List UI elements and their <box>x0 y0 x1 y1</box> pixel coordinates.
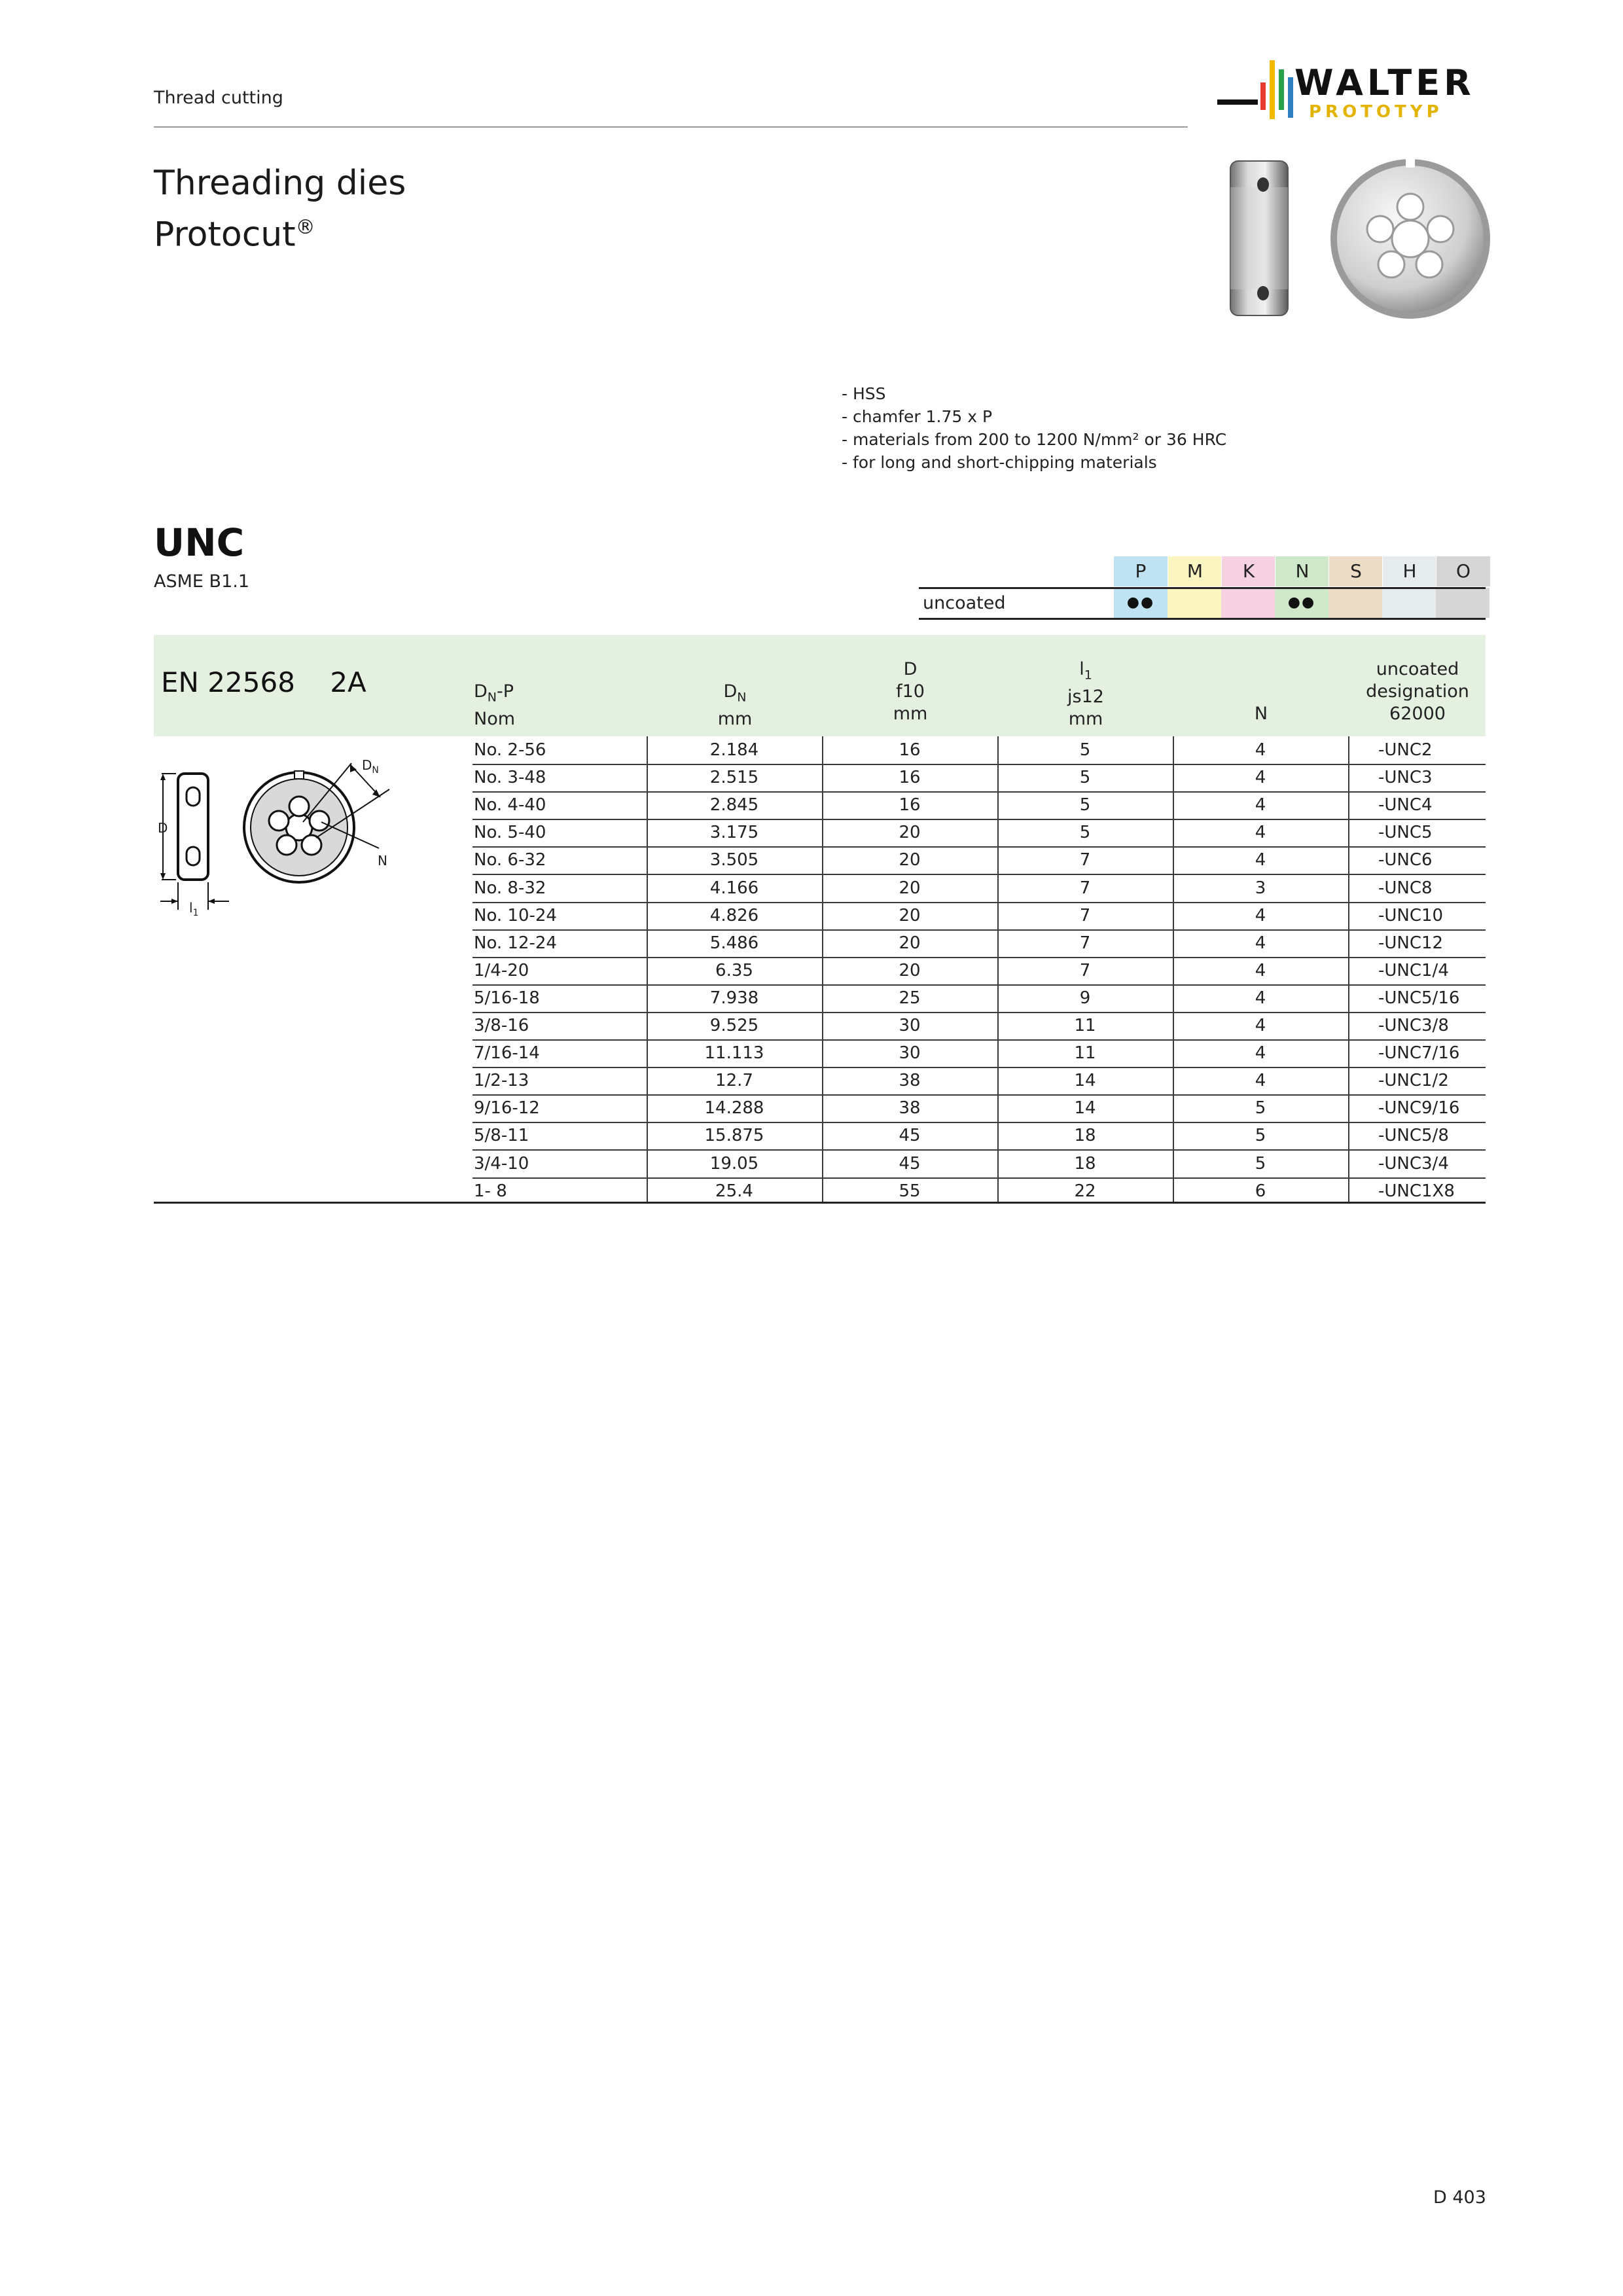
col-header-d-tolerance: f10 <box>896 681 925 702</box>
cell-l1: 11 <box>1074 1016 1096 1035</box>
die-dimension-diagram <box>154 746 402 916</box>
cell-n: 4 <box>1255 850 1266 870</box>
material-group-p: P <box>1114 556 1168 586</box>
suitability-mark <box>1329 588 1382 618</box>
table-row <box>473 1122 1486 1151</box>
cell-dn: 5.486 <box>709 933 759 953</box>
table-bottom-rule <box>154 1202 1486 1204</box>
cell-designation: -UNC10 <box>1378 905 1444 925</box>
cell-dn: 7.938 <box>709 988 759 1008</box>
col-header-designation-line2: designation <box>1366 681 1469 702</box>
thread-norm: ASME B1.1 <box>154 571 250 592</box>
cell-designation: -UNC5 <box>1378 823 1433 843</box>
cell-d: 38 <box>899 1098 921 1119</box>
cell-dn: 2.515 <box>709 768 759 788</box>
material-group-k: K <box>1221 556 1275 586</box>
cell-l1: 18 <box>1074 1153 1096 1174</box>
diagram-label-n: N <box>378 853 387 869</box>
logo-bar-yellow <box>1270 60 1275 119</box>
cell-n: 4 <box>1255 795 1266 816</box>
col-header-d-unit: mm <box>893 704 928 724</box>
logo-dash <box>1217 99 1258 105</box>
suitability-mark: ●● <box>1114 588 1168 618</box>
col-header-dn-symbol: D <box>723 681 738 702</box>
cell-n: 4 <box>1255 933 1266 953</box>
cell-l1: 7 <box>1079 878 1091 898</box>
diagram-label-dn: D <box>362 757 372 773</box>
cell-designation: -UNC2 <box>1378 740 1433 760</box>
cell-designation: -UNC8 <box>1378 878 1433 898</box>
cell-d: 20 <box>899 933 921 953</box>
standard-tolerance-label: EN 22568 2A <box>161 666 366 698</box>
cell-d: 45 <box>899 1126 921 1146</box>
cell-l1: 14 <box>1074 1071 1096 1091</box>
col-header-n-label: N <box>1254 704 1268 724</box>
cell-dn: 9.525 <box>709 1016 759 1035</box>
cell-n: 4 <box>1255 1043 1266 1064</box>
col-header-l1-unit: mm <box>1068 709 1103 730</box>
col-header-size-unit: Nom <box>474 709 516 730</box>
cell-designation: -UNC1/4 <box>1378 960 1449 980</box>
cell-l1: 5 <box>1079 795 1091 816</box>
logo-bar-green <box>1279 69 1284 110</box>
cell-size: 5/8-11 <box>474 1126 529 1146</box>
suitability-mark: ●● <box>1275 588 1329 618</box>
die-side-photo <box>1229 160 1289 317</box>
table-row <box>473 1177 1486 1205</box>
cell-l1: 5 <box>1079 740 1091 760</box>
svg-text:l1 <box>189 900 198 916</box>
cell-l1: 22 <box>1074 1181 1096 1201</box>
material-group-s: S <box>1329 556 1383 586</box>
cell-n: 5 <box>1255 1153 1266 1174</box>
cell-n: 4 <box>1255 960 1266 980</box>
cell-d: 16 <box>899 795 921 816</box>
col-header-designation <box>1349 658 1486 725</box>
column-divider <box>822 736 823 1204</box>
cell-dn: 12.7 <box>715 1071 753 1091</box>
cell-d: 30 <box>899 1016 921 1035</box>
table-row <box>473 736 1486 765</box>
feature-item: - HSS <box>842 384 886 403</box>
cell-size: No. 2-56 <box>474 740 546 760</box>
cell-n: 4 <box>1255 1071 1266 1091</box>
cell-dn: 3.505 <box>709 850 759 870</box>
header-divider <box>154 126 1188 128</box>
cell-size: No. 4-40 <box>474 795 546 816</box>
cell-n: 4 <box>1255 740 1266 760</box>
table-row <box>473 819 1486 848</box>
cell-size: No. 10-24 <box>474 905 557 925</box>
cell-d: 38 <box>899 1071 921 1091</box>
walter-prototyp-logo <box>1217 60 1492 132</box>
material-group-o: O <box>1436 556 1490 586</box>
cell-l1: 11 <box>1074 1043 1096 1064</box>
cell-dn: 15.875 <box>704 1126 764 1146</box>
column-divider <box>647 736 648 1204</box>
cell-size: No. 8-32 <box>474 878 546 898</box>
cell-designation: -UNC12 <box>1378 933 1444 953</box>
table-row <box>473 1039 1486 1068</box>
cell-dn: 4.166 <box>709 878 759 898</box>
feature-item: - chamfer 1.75 x P <box>842 407 993 426</box>
material-group-m: M <box>1168 556 1222 586</box>
material-row-label: uncoated <box>923 593 1006 613</box>
cell-dn: 19.05 <box>709 1153 759 1174</box>
cell-d: 45 <box>899 1153 921 1174</box>
registered-mark: ® <box>295 216 315 239</box>
diagram-label-l1-subscript: 1 <box>192 908 199 916</box>
material-table-rule <box>919 618 1486 620</box>
table-row <box>473 1012 1486 1041</box>
cell-d: 25 <box>899 988 921 1008</box>
table-row <box>473 902 1486 931</box>
cell-size: No. 12-24 <box>474 933 557 953</box>
cell-designation: -UNC6 <box>1378 850 1433 870</box>
cell-n: 5 <box>1255 1098 1266 1119</box>
diagram-label-dn-subscript: N <box>372 765 379 776</box>
material-group-n: N <box>1275 556 1329 586</box>
table-row <box>473 1094 1486 1123</box>
cell-l1: 9 <box>1079 988 1091 1008</box>
col-header-size-subscript: N <box>487 690 497 705</box>
suitability-mark <box>1168 588 1221 618</box>
thread-standard: UNC <box>154 520 245 565</box>
cell-designation: -UNC9/16 <box>1378 1098 1460 1119</box>
feature-item: - for long and short-chipping materials <box>842 453 1157 472</box>
table-row <box>473 874 1486 903</box>
cell-d: 20 <box>899 960 921 980</box>
diagram-label-l1: l <box>189 900 193 916</box>
cell-l1: 7 <box>1079 960 1091 980</box>
die-front-photo <box>1329 157 1492 321</box>
cell-dn: 11.113 <box>704 1043 764 1064</box>
logo-bar-blue <box>1288 77 1293 118</box>
cell-d: 30 <box>899 1043 921 1064</box>
product-title-line1: Threading dies <box>154 164 406 203</box>
col-header-size-suffix: -P <box>497 681 514 702</box>
feature-list <box>842 382 1226 474</box>
cell-n: 4 <box>1255 823 1266 843</box>
cell-d: 20 <box>899 905 921 925</box>
material-group-h: H <box>1382 556 1436 586</box>
cell-d: 16 <box>899 740 921 760</box>
product-title <box>154 161 406 257</box>
cell-size: 7/16-14 <box>474 1043 540 1064</box>
cell-l1: 5 <box>1079 823 1091 843</box>
col-header-l1-subscript: 1 <box>1084 668 1092 683</box>
cell-dn: 6.35 <box>715 960 753 980</box>
column-divider <box>997 736 999 1204</box>
cell-d: 20 <box>899 823 921 843</box>
cell-n: 6 <box>1255 1181 1266 1201</box>
cell-size: 1/4-20 <box>474 960 529 980</box>
table-row <box>473 929 1486 958</box>
cell-size: No. 3-48 <box>474 768 546 788</box>
section-header: Thread cutting <box>154 88 283 108</box>
cell-l1: 7 <box>1079 933 1091 953</box>
feature-item: - materials from 200 to 1200 N/mm² or 36 HRC <box>842 430 1227 449</box>
table-row <box>473 984 1486 1013</box>
cell-designation: -UNC4 <box>1378 795 1433 816</box>
col-header-dn <box>648 681 822 730</box>
cell-designation: -UNC3/8 <box>1378 1016 1449 1035</box>
table-row <box>473 957 1486 986</box>
col-header-designation-line1: uncoated <box>1376 659 1459 679</box>
col-header-n <box>1174 703 1348 725</box>
column-divider <box>1173 736 1174 1204</box>
page-number: D 403 <box>1433 2187 1486 2208</box>
logo-subline: PROTOTYP <box>1309 102 1443 122</box>
cell-dn: 4.826 <box>709 905 759 925</box>
cell-l1: 5 <box>1079 768 1091 788</box>
col-header-designation-line3: 62000 <box>1389 704 1446 724</box>
cell-n: 4 <box>1255 768 1266 788</box>
cell-dn: 2.845 <box>709 795 759 816</box>
table-row <box>473 846 1486 875</box>
col-header-d <box>823 658 997 725</box>
cell-dn: 2.184 <box>709 740 759 760</box>
cell-dn: 25.4 <box>715 1181 753 1201</box>
svg-text:DN <box>362 757 379 776</box>
cell-size: No. 6-32 <box>474 850 546 870</box>
cell-n: 3 <box>1255 878 1266 898</box>
logo-wordmark: WALTER <box>1294 62 1475 103</box>
col-header-l1-tolerance: js12 <box>1067 687 1104 708</box>
cell-size: 3/8-16 <box>474 1016 529 1035</box>
cell-d: 20 <box>899 850 921 870</box>
cell-designation: -UNC3 <box>1378 768 1433 788</box>
cell-designation: -UNC5/8 <box>1378 1126 1449 1146</box>
logo-bar-red <box>1260 82 1266 110</box>
table-row <box>473 764 1486 793</box>
suitability-mark <box>1382 588 1436 618</box>
cell-designation: -UNC3/4 <box>1378 1153 1449 1174</box>
cell-l1: 7 <box>1079 850 1091 870</box>
col-header-l1-symbol: l <box>1079 659 1084 679</box>
cell-d: 55 <box>899 1181 921 1201</box>
cell-l1: 18 <box>1074 1126 1096 1146</box>
col-header-dn-subscript: N <box>737 690 747 705</box>
suitability-mark <box>1436 588 1489 618</box>
cell-designation: -UNC1X8 <box>1378 1181 1455 1201</box>
col-header-size <box>474 681 618 730</box>
suitability-mark <box>1221 588 1275 618</box>
cell-designation: -UNC5/16 <box>1378 988 1460 1008</box>
cell-dn: 3.175 <box>709 823 759 843</box>
column-divider <box>1348 736 1349 1204</box>
cell-size: 5/16-18 <box>474 988 540 1008</box>
product-title-line2: Protocut <box>154 215 296 255</box>
cell-designation: -UNC7/16 <box>1378 1043 1460 1064</box>
cell-size: 1- 8 <box>474 1181 507 1201</box>
cell-n: 4 <box>1255 905 1266 925</box>
diagram-label-d: D <box>158 820 168 836</box>
table-row <box>473 1067 1486 1096</box>
col-header-l1 <box>999 658 1173 730</box>
cell-n: 5 <box>1255 1126 1266 1146</box>
table-row <box>473 791 1486 820</box>
col-header-d-symbol: D <box>903 659 918 679</box>
cell-l1: 14 <box>1074 1098 1096 1119</box>
cell-d: 20 <box>899 878 921 898</box>
cell-size: 9/16-12 <box>474 1098 540 1119</box>
cell-size: No. 5-40 <box>474 823 546 843</box>
cell-d: 16 <box>899 768 921 788</box>
cell-designation: -UNC1/2 <box>1378 1071 1449 1091</box>
cell-n: 4 <box>1255 1016 1266 1035</box>
col-header-size-symbol: D <box>474 681 488 702</box>
cell-size: 3/4-10 <box>474 1153 529 1174</box>
col-header-dn-unit: mm <box>717 709 753 730</box>
cell-size: 1/2-13 <box>474 1071 529 1091</box>
cell-l1: 7 <box>1079 905 1091 925</box>
table-row <box>473 1150 1486 1179</box>
cell-n: 4 <box>1255 988 1266 1008</box>
cell-dn: 14.288 <box>704 1098 764 1119</box>
